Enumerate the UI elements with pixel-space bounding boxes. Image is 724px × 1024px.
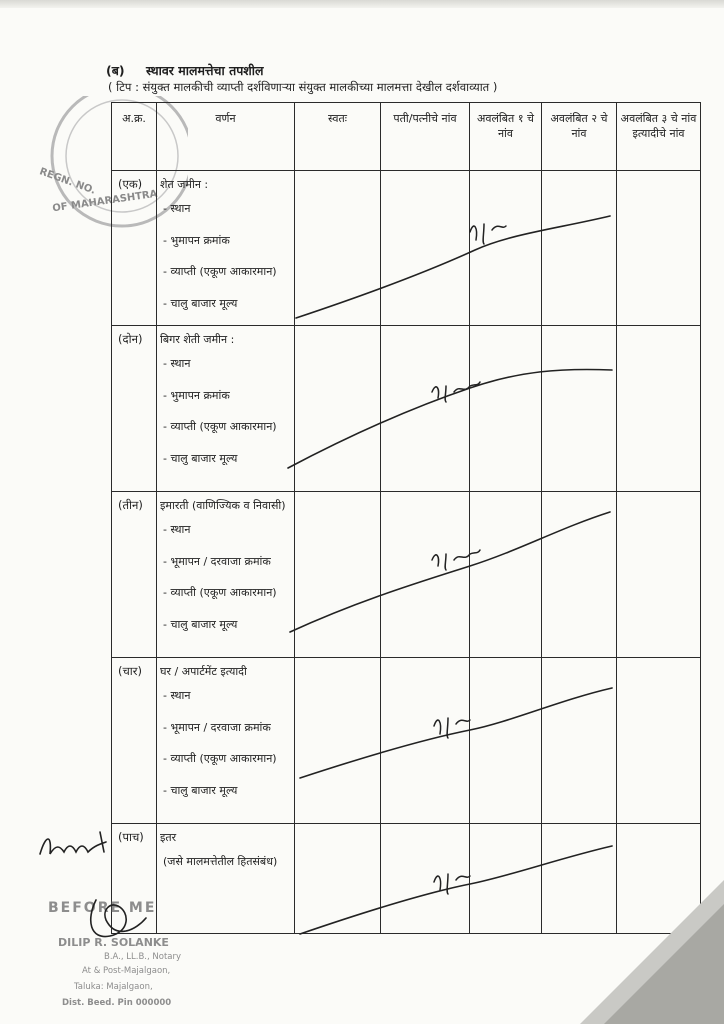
folded-corner	[580, 870, 724, 1024]
row-number: (दोन)	[112, 326, 157, 492]
row-title: शेत जमीन :	[160, 178, 209, 191]
row-title: बिगर शेती जमीन :	[160, 333, 235, 346]
stamp-line: At & Post-Majalgaon,	[82, 966, 171, 976]
row-item: (जसे मालमत्तेतील हितसंबंध)	[163, 855, 278, 868]
row-item: - व्याप्ती (एकूण आकारमान)	[163, 752, 277, 765]
row-item: - स्थान	[163, 689, 191, 702]
row-item: - स्थान	[163, 523, 191, 536]
row-title: इमारती (वाणिज्यिक व निवासी)	[160, 499, 286, 512]
row-item: - भूमापन / दरवाजा क्रमांक	[163, 554, 271, 568]
header-dependent-3: अवलंबित ३ चे नांव इत्यादीचे नांव	[617, 103, 701, 171]
stamp-signature-stroke	[91, 900, 146, 937]
row-number: (पाच)	[112, 824, 157, 934]
round-seal-text-2: OF MAHARASHTRA	[51, 188, 159, 215]
row-item: - भूमापन / दरवाजा क्रमांक	[163, 720, 271, 734]
row-number: (चार)	[112, 658, 157, 824]
header-self: स्वतः	[295, 103, 381, 171]
row-item: - व्याप्ती (एकूण आकारमान)	[163, 265, 277, 278]
row-item: - भुमापन क्रमांक	[163, 388, 230, 402]
row-title: घर / अपार्टमेंट इत्यादी	[160, 665, 247, 678]
stamp-line: Dist. Beed. Pin 000000	[62, 998, 172, 1008]
row-item: - व्याप्ती (एकूण आकारमान)	[163, 586, 277, 599]
row-item: - व्याप्ती (एकूण आकारमान)	[163, 420, 277, 433]
section-note: ( टिप : संयुक्त मालकीची व्याप्ती दर्शविणाऱ्या संयुक्त मालकीच्या मालमत्ता देखील दर्शवाव्यात )	[108, 80, 498, 94]
row-number: (एक)	[112, 171, 157, 326]
stamp-line: BEFORE ME	[48, 900, 157, 916]
header-serial: अ.क्र.	[112, 103, 157, 171]
row-item: - चालु बाजार मूल्य	[163, 783, 238, 797]
header-spouse: पती/पत्नीचे नांव	[381, 103, 470, 171]
stamp-line: B.A., LL.B., Notary	[104, 952, 182, 962]
row-item: - चालु बाजार मूल्य	[163, 617, 238, 631]
row-item: - स्थान	[163, 202, 191, 215]
header-dependent-1: अवलंबित १ चे नांव	[470, 103, 542, 171]
row-title: इतर	[160, 831, 177, 844]
section-title: स्थावर मालमत्तेचा तपशील	[146, 63, 264, 78]
stamp-line: DILIP R. SOLANKE	[58, 936, 169, 949]
stamp-line: Taluka: Majalgaon,	[74, 982, 153, 992]
row-item: - भुमापन क्रमांक	[163, 233, 230, 247]
row-number: (तीन)	[112, 492, 157, 658]
header-description: वर्णन	[157, 103, 295, 171]
row-item: - चालु बाजार मूल्य	[163, 296, 238, 310]
row-item: - स्थान	[163, 357, 191, 370]
row-item: - चालु बाजार मूल्य	[163, 451, 238, 465]
section-letter: (ब)	[106, 63, 125, 78]
header-dependent-2: अवलंबित २ चे नांव	[542, 103, 617, 171]
round-seal-text-1: REGN. NO.	[37, 166, 97, 197]
